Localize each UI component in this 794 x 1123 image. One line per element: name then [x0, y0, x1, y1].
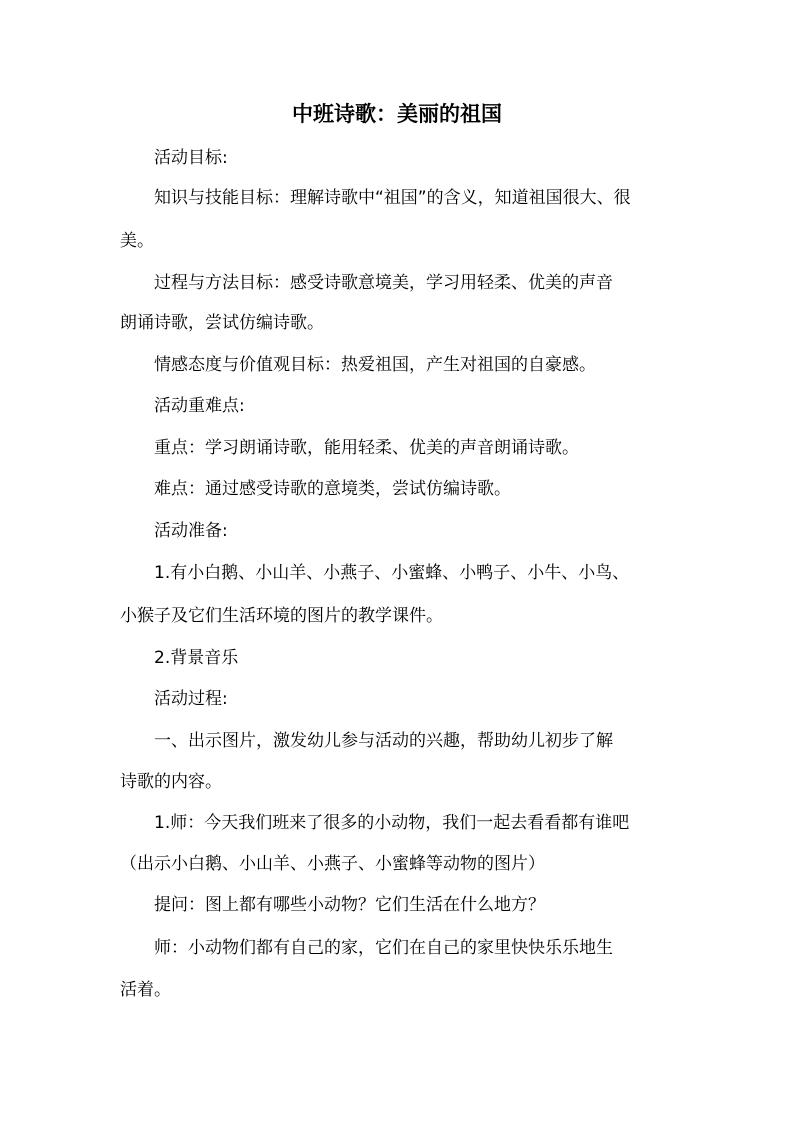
paragraph-line: 师：小动物们都有自己的家，它们在自己的家里快快乐乐地生	[154, 938, 613, 958]
section-heading-preparation: 活动准备:	[154, 521, 228, 541]
paragraph-line: 难点：通过感受诗歌的意境类，尝试仿编诗歌。	[154, 479, 511, 499]
paragraph-line: 活着。	[120, 980, 171, 1000]
list-item-continued: 小猴子及它们生活环境的图片的教学课件。	[120, 606, 443, 626]
paragraph-line: 过程与方法目标：感受诗歌意境美，学习用轻柔、优美的声音	[154, 273, 613, 293]
paragraph-line: 诗歌的内容。	[120, 772, 222, 792]
paragraph-line: 知识与技能目标：理解诗歌中“祖国”的含义，知道祖国很大、很	[154, 188, 631, 208]
paragraph-line: 朗诵诗歌，尝试仿编诗歌。	[120, 313, 324, 333]
document-title: 中班诗歌：美丽的祖国	[292, 102, 502, 126]
paragraph-line: 情感态度与价值观目标：热爱祖国，产生对祖国的自豪感。	[154, 355, 596, 375]
list-item: 2.背景音乐	[154, 648, 239, 668]
section-heading-process: 活动过程:	[154, 689, 228, 709]
section-heading-key-points: 活动重难点:	[154, 396, 245, 416]
paragraph-line: 一、出示图片，激发幼儿参与活动的兴趣，帮助幼儿初步了解	[154, 731, 613, 751]
list-item: 1.有小白鹅、小山羊、小燕子、小蜜蜂、小鸭子、小牛、小鸟、	[154, 563, 630, 583]
paragraph-line: 1.师：今天我们班来了很多的小动物，我们一起去看看都有谁吧	[154, 813, 630, 833]
paragraph-line: 重点：学习朗诵诗歌，能用轻柔、优美的声音朗诵诗歌。	[154, 438, 579, 458]
paragraph-line: 提问：图上都有哪些小动物？它们生活在什么地方？	[154, 895, 545, 915]
section-heading-goals: 活动目标:	[154, 148, 228, 168]
paragraph-line: （出示小白鹅、小山羊、小燕子、小蜜蜂等动物的图片）	[120, 854, 545, 874]
paragraph-line: 美。	[120, 231, 154, 251]
